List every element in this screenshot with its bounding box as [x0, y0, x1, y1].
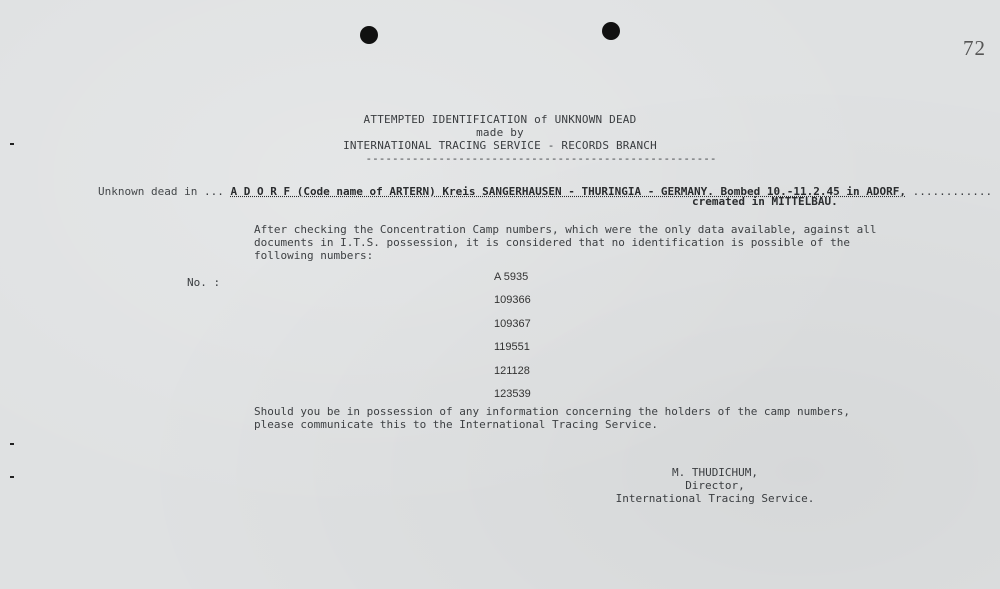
place-of-death: A D O R F (Code name of ARTERN) Kreis SANGERHAUSEN - THURINGIA - GERMANY. Bombed 10.-11.2.45 in ADORF,: [230, 185, 906, 198]
signatory-title: Director,: [685, 479, 745, 492]
camp-number: 109367: [494, 317, 531, 330]
punch-hole: [602, 22, 620, 40]
paragraph-line: please communicate this to the International Tracing Service.: [254, 418, 658, 431]
signatory-organization: International Tracing Service.: [615, 492, 815, 505]
paragraph-line: following numbers:: [254, 249, 374, 262]
signature-block: [600, 466, 830, 505]
camp-number-list: [494, 270, 531, 410]
camp-number: 119551: [494, 341, 530, 354]
title-line: made by: [476, 126, 524, 139]
camp-number: 123539: [494, 387, 531, 400]
document-title: [0, 113, 1000, 165]
request-paragraph: [254, 405, 894, 431]
leader-dots: ...: [203, 185, 224, 198]
title-line: INTERNATIONAL TRACING SERVICE - RECORDS BRANCH: [343, 139, 657, 152]
camp-number: 109366: [494, 294, 531, 307]
cremation-note: cremated in MITTELBAU.: [692, 195, 838, 208]
leader-dots: ............: [912, 185, 993, 198]
paragraph-line: Should you be in possession of any information concerning the holders of the camp numbers,: [254, 405, 851, 418]
punch-hole: [360, 26, 378, 44]
camp-number: 121128: [494, 364, 530, 377]
signatory-name: M. THUDICHUM,: [671, 466, 759, 479]
number-label: No. :: [187, 276, 221, 289]
camp-number: A 5935: [494, 271, 529, 283]
paragraph-line: documents in I.T.S. possession, it is considered that no identification is possible of the: [254, 236, 851, 249]
title-line: ATTEMPTED IDENTIFICATION of UNKNOWN DEAD: [363, 113, 637, 126]
checking-paragraph: [254, 223, 894, 262]
edge-mark: [10, 443, 14, 445]
unknown-dead-line: [98, 185, 992, 198]
title-rule: -----------------------------------------------------: [365, 152, 717, 165]
paragraph-line: After checking the Concentration Camp numbers, which were the only data available, against all: [254, 223, 877, 236]
page-number: 72: [963, 36, 986, 60]
unknown-dead-label: Unknown dead in: [98, 185, 198, 198]
edge-mark: [10, 476, 14, 478]
